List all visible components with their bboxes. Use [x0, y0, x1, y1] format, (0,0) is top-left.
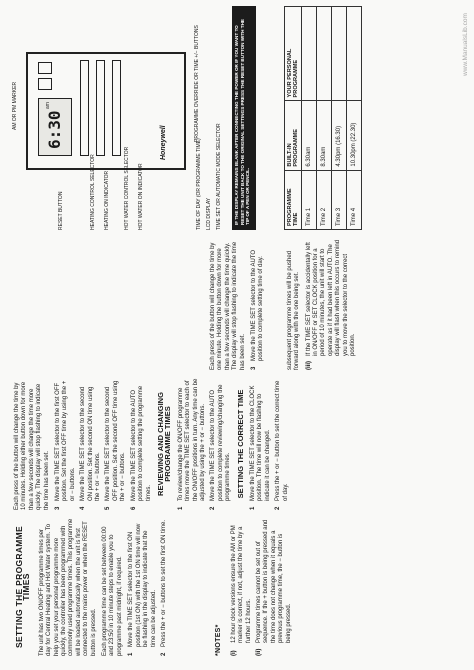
step-item: 3 Move the TIME SET selector to the AUTO position to complete setting time of day. — [251, 249, 265, 370]
step-item: 3 Move the TIME SET selector to the first OFF position. Set the first OFF time by using the + or − buttons. — [55, 380, 76, 510]
override-button — [38, 78, 52, 90]
label-heating-selector: HEATING CONTROL SELECTOR — [90, 154, 96, 230]
table-header-row — [285, 7, 302, 230]
time-change-paragraph: Each press of the button will change the time by 10 minutes. Holding either button down for more than a few seconds will change the time more quickly. The display will stop flashing to indicate the time has been set. — [14, 381, 50, 510]
step-item: 1 Move the TIME SET selector to the CLOCK position. The time will now be flashing to indicate it can be changed. — [249, 385, 271, 510]
table-row — [332, 7, 347, 230]
notes-list — [306, 238, 358, 370]
step-paragraph: Each programme time can be set between 00:00 and 23:50 in 10 minute steps to enable you to programme past midnight, if required. — [102, 526, 123, 656]
table-cell: Time 3 — [332, 170, 347, 229]
time-set-selector — [80, 60, 89, 156]
programme-table — [284, 6, 362, 230]
notes-list — [231, 518, 293, 656]
brand-logo: Honeywell — [160, 125, 167, 160]
lcd-display — [38, 98, 72, 156]
watermark: www.ManualsLib.com — [462, 13, 469, 76]
table-cell — [317, 7, 332, 101]
table-cell: 4.30pm (16.30) — [332, 101, 347, 170]
steps-list — [250, 378, 290, 510]
column-header: PROGRAMME TIME — [285, 170, 302, 229]
table-row — [317, 7, 332, 230]
label-ampm: AM OR PM MARKER — [12, 81, 18, 130]
step-item: 2 Press the + or − buttons to set the first ON time. — [160, 519, 167, 656]
label-hw-selector: HOT WATER CONTROL SELECTOR — [124, 146, 130, 230]
label-lcd: LCD DISPLAY — [206, 197, 212, 230]
step-item: 4 Move the TIME SET selector to the second ON position. Set the second ON time using the + or − buttons. — [80, 386, 102, 510]
table-cell — [302, 7, 317, 101]
hot-water-selector — [112, 60, 121, 156]
intro-paragraph: The unit has two ON/OFF programme times per day for Central Heating and Hot Water system. To help you set your personal programme more quickly, the controller has been programmed with commonly used programme times. This programme will be loaded automatically when the unit is first connected to the mains power or when the RESET button is pressed. — [38, 518, 97, 656]
table-cell: Time 2 — [317, 170, 332, 229]
right-text-column — [210, 238, 361, 370]
steps-list — [251, 238, 266, 370]
display-ampm: am — [45, 102, 51, 109]
table-cell — [332, 7, 347, 101]
step-item: 2 Press the + or − button to set the correct time of day. — [275, 380, 289, 510]
table-cell: 10.30pm (22.30) — [347, 101, 362, 170]
override-button — [38, 62, 52, 74]
note-continued: subsequent programme times will be pushed forward along with the one being set. — [286, 250, 301, 370]
table-cell: 6.30am — [302, 101, 317, 170]
label-time-of-day: TIME OF DAY (OR PROGRAMME TIME) — [196, 138, 202, 230]
display-time: 6:30 — [45, 110, 64, 149]
note-item: (i) 12 hour clock versions ensure the AM or PM marker is correct, if not, adjust the time by a further 12 hours. — [230, 525, 252, 656]
table-cell: Time 1 — [302, 170, 317, 229]
programmer-diagram — [8, 6, 226, 230]
step-item: 6 Move the TIME SET selector to the AUTO position to complete setting the programme times. — [130, 385, 152, 510]
middle-column — [14, 378, 293, 510]
section-title: SETTING THE PROGRAMME TIMES — [14, 526, 32, 648]
note-item: (ii) Programme times cannot be set out of sequence. If the + button is being pressed and the time does not change when it equals a previous programme time, the − button is being pressed. — [255, 519, 292, 656]
label-reset: RESET BUTTON — [58, 191, 64, 230]
step-item: 2 Move the TIME SET selector to the AUTO position to complete reviewing/changing the programme times. — [210, 384, 232, 510]
correct-time-paragraph: Each press of the button will change the time by one minute. Holding the button down for more than a few seconds will change the time quickly. The display will stop flashing to indicate the time has been set. — [210, 241, 246, 370]
heating-selector — [96, 60, 105, 156]
table-row — [302, 7, 317, 230]
label-hw-indicator: HOT WATER ON INDICATOR — [138, 163, 144, 230]
label-heating-indicator: HEATING ON INDICATOR — [104, 170, 110, 230]
left-column — [14, 518, 296, 656]
column-header: YOUR PERSONAL PROGRAMME — [285, 7, 302, 101]
steps-list — [178, 378, 233, 510]
table-cell — [347, 7, 362, 101]
step-item: 1 To review/change the ON/OFF programme times move the TIME SET selector to each of the ON/OFF positions in turn. Any time can be adjusted by using the + or − buttons. — [177, 378, 206, 510]
table-row — [347, 7, 362, 230]
steps-list — [128, 518, 168, 656]
steps-list — [55, 378, 153, 510]
note-item: (iii) If the TIME SET selector is accidentally left in ON/OFF or SET CLOCK position for a period of 10 minutes, the unit will start to operate as if it had been left in AUTO. The display will flash when this occurs to remind you to move the selector to the correct position. — [305, 239, 357, 370]
label-time-set: TIME SET OR AUTOMATIC MODE SELECTOR — [216, 123, 222, 230]
step-item: 5 Move the TIME SET selector to the second OFF position. Set the second OFF time using the + or − buttons. — [105, 380, 127, 510]
reviewing-title: REVIEWING AND CHANGING PROGRAMME TIMES — [155, 392, 173, 496]
table-cell: Time 4 — [347, 170, 362, 229]
correct-time-title: SETTING THE CORRECT TIME — [235, 389, 245, 499]
reset-warning-box: IF THE DISPLAY REMAINS BLANK AFTER CONNECTING THE POWER OR IF YOU WANT TO RESET THE UNIT BACK TO THE ORIGINAL SETTINGS PRESS THE RESET BUTTON WITH THE TIP OF A PEN OR PENCIL. — [232, 6, 256, 230]
table-cell: 8.30am — [317, 101, 332, 170]
column-header: BUILT-IN PROGRAMME — [285, 101, 302, 170]
label-override: PROGRAMME OVERRIDE OR TIME +/− BUTTONS — [194, 25, 200, 142]
step-item: 1 Move the TIME SET selector to the first ON position (1st ON) with the 1st ON time will now be flashing in the display to indicate that the time can be adjusted. — [128, 523, 157, 656]
notes-title: *NOTES* — [215, 624, 223, 656]
